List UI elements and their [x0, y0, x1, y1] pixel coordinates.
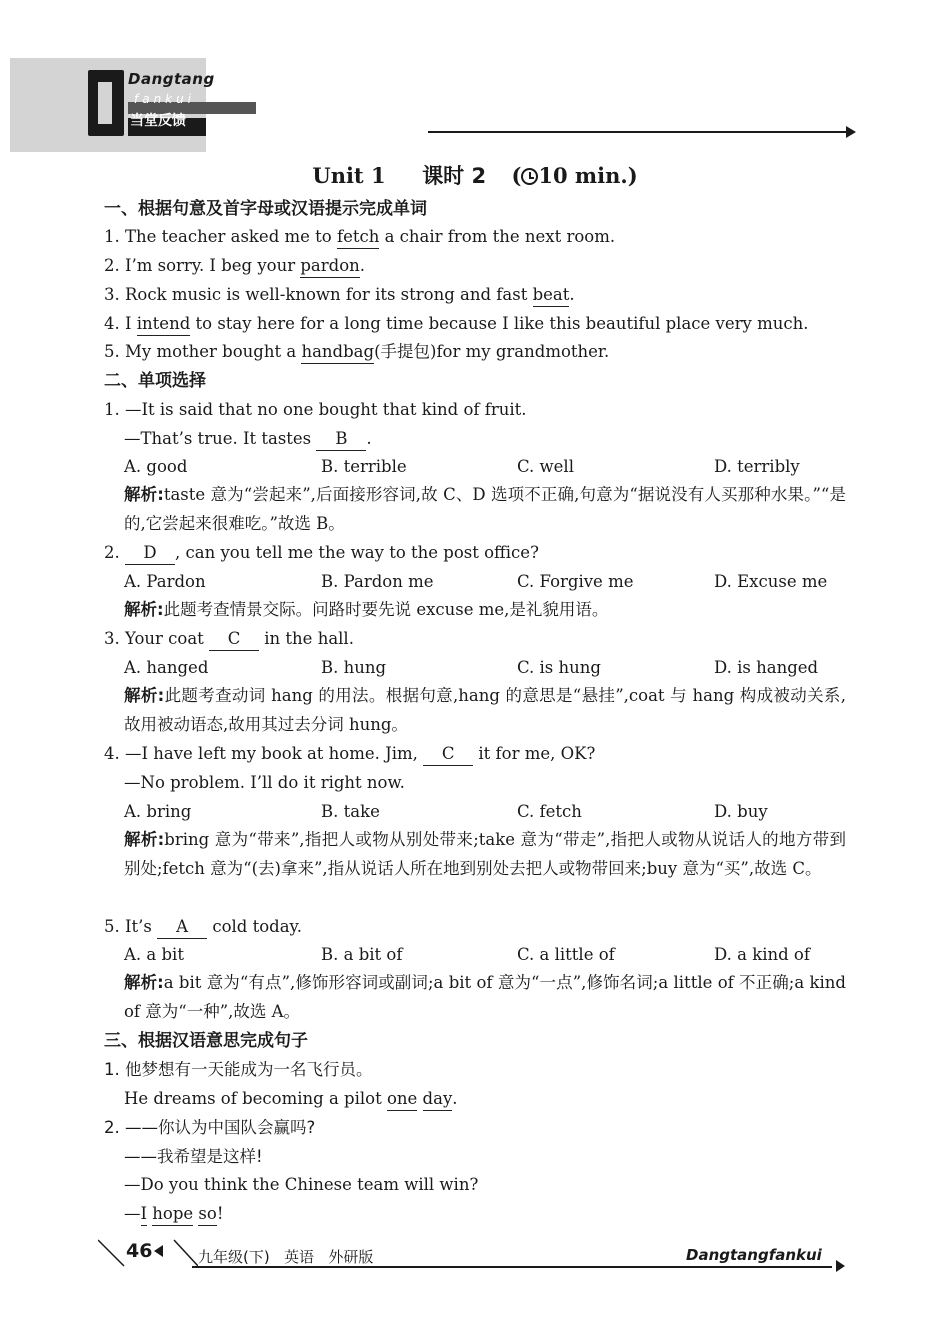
title-unit: Unit 1 — [312, 163, 386, 188]
s2-q4-answer: C — [423, 743, 473, 766]
s2-q5-option-b: B. a bit of — [321, 945, 403, 964]
section-3-heading: 三、根据汉语意思完成句子 — [104, 1031, 308, 1051]
s3-q1-answer-2: day — [423, 1088, 453, 1111]
s2-q3-option-a: A. hanged — [124, 658, 209, 677]
s2-q2-option-c: C. Forgive me — [517, 572, 634, 591]
s3-q2-answer-1: I — [141, 1203, 148, 1226]
s2-q1-option-b: B. terrible — [321, 457, 407, 476]
s2-q2-answer: D — [125, 542, 175, 565]
title-time: 10 min. — [538, 163, 628, 188]
s2-q1-option-d: D. terribly — [714, 457, 800, 476]
footer-info: 九年级(下) 英语 外研版 — [198, 1248, 374, 1266]
s3-q1-answer-1: one — [387, 1088, 417, 1111]
logo-word-2: fankui — [134, 92, 196, 106]
s1-item-5: 5. My mother bought a handbag(手提包)for my grandmother. — [104, 341, 609, 364]
s1-item-3: 3. Rock music is well-known for its strong and fast beat. — [104, 284, 575, 307]
s2-q3-option-b: B. hung — [321, 658, 387, 677]
s2-q3-option-c: C. is hung — [517, 658, 601, 677]
s3-q2-english-2: —I hope so! — [124, 1203, 223, 1226]
s2-q1-option-c: C. well — [517, 457, 574, 476]
header-arrow-icon — [846, 126, 856, 138]
footer-brand: Dangtangfankui — [686, 1246, 822, 1264]
s1-item-2: 2. I’m sorry. I beg your pardon. — [104, 255, 365, 278]
s2-q4-option-a: A. bring — [124, 802, 192, 821]
page-footer — [0, 1236, 950, 1276]
header-rule — [428, 131, 848, 133]
logo-word-1: Dangtang — [128, 70, 215, 88]
s2-q2-option-a: A. Pardon — [124, 572, 206, 591]
s2-q2-option-b: B. Pardon me — [321, 572, 434, 591]
title-lesson: 课时 2 — [422, 164, 487, 188]
s2-q4-option-c: C. fetch — [517, 802, 582, 821]
s3-q1-english: He dreams of becoming a pilot one day. — [124, 1088, 458, 1111]
section-1-heading: 一、根据句意及首字母或汉语提示完成单词 — [104, 199, 427, 219]
s1-answer-4: intend — [137, 313, 191, 336]
s1-answer-2: pardon — [300, 255, 359, 278]
header-logo-panel — [10, 58, 215, 152]
page-title: Unit 1 课时 2 ( 10 min.) — [312, 163, 638, 188]
s3-q2-answer-2: hope — [152, 1203, 193, 1226]
s2-q5-answer: A — [157, 916, 207, 939]
s1-answer-5: handbag — [301, 341, 374, 364]
s3-q2-answer-3: so — [198, 1203, 216, 1226]
s2-q4-line2: —No problem. I’ll do it right now. — [124, 773, 405, 792]
s3-q2-chinese-1: 2. ——你认为中国队会赢吗? — [104, 1118, 316, 1137]
s2-q4-explanation: 解析:bring 意为“带来”,指把人或物从别处带来;take 意为“带走”,指把人或物从说话人的地方带到别处;fetch 意为“(去)拿来”,指从说话人所在地到别处去把人或物带回来;buy 意为“买”,故选 C。 — [124, 830, 846, 878]
s1-item-4: 4. I intend to stay here for a long time because I like this beautiful place very much. — [104, 313, 808, 336]
s3-q2-chinese-2: ——我希望是这样! — [124, 1147, 263, 1166]
s2-q4-option-d: D. buy — [714, 802, 768, 821]
s2-q4-option-b: B. take — [321, 802, 380, 821]
s2-q5-option-a: A. a bit — [124, 945, 184, 964]
footer-arrow-icon — [836, 1260, 845, 1272]
s2-q5-option-c: C. a little of — [517, 945, 615, 964]
s3-q2-english-1: —Do you think the Chinese team will win? — [124, 1175, 479, 1194]
s2-q1-line2: —That’s true. It tastes B . — [124, 428, 372, 451]
page-marker-icon — [154, 1245, 163, 1257]
s2-q3-line: 3. Your coat C in the hall. — [104, 628, 354, 651]
s2-q4-line1: 4. —I have left my book at home. Jim, C it for me, OK? — [104, 743, 595, 766]
s2-q2-explanation: 解析:此题考查情景交际。问路时要先说 excuse me,是礼貌用语。 — [124, 600, 609, 619]
clock-icon — [521, 168, 538, 185]
section-2-heading: 二、单项选择 — [104, 371, 206, 391]
s2-q3-answer: C — [209, 628, 259, 651]
s2-q1-line1: 1. —It is said that no one bought that kind of fruit. — [104, 400, 527, 419]
s2-q1-explanation: 解析:taste 意为“尝起来”,后面接形容词,故 C、D 选项不正确,句意为“据说没有人买那种水果。”“是的,它尝起来很难吃。”故选 B。 — [124, 485, 846, 533]
s2-q5-line: 5. It’s A cold today. — [104, 916, 302, 939]
s2-q3-option-d: D. is hanged — [714, 658, 819, 677]
s2-q2-line: 2. D , can you tell me the way to the post office? — [104, 542, 539, 565]
s2-q1-option-a: A. good — [124, 457, 188, 476]
s2-q5-option-d: D. a kind of — [714, 945, 810, 964]
s2-q5-explanation: 解析:a bit 意为“有点”,修饰形容词或副词;a bit of 意为“一点”,修饰名词;a little of 不正确;a kind of 意为“一种”,故选 A。 — [124, 973, 846, 1021]
logo-cn: 当堂反馈 — [130, 113, 186, 129]
s1-item-1: 1. The teacher asked me to fetch a chair from the next room. — [104, 226, 615, 249]
s1-answer-3: beat — [533, 284, 570, 307]
s2-q2-option-d: D. Excuse me — [714, 572, 828, 591]
s2-q1-answer: B — [316, 428, 366, 451]
page-number: 46 — [126, 1240, 153, 1262]
s2-q3-explanation: 解析:此题考查动词 hang 的用法。根据句意,hang 的意思是“悬挂”,coat 与 hang 构成被动关系,故用被动语态,故用其过去分词 hung。 — [124, 686, 846, 734]
s3-q1-chinese: 1. 他梦想有一天能成为一名飞行员。 — [104, 1060, 373, 1079]
s1-answer-1: fetch — [337, 226, 379, 249]
